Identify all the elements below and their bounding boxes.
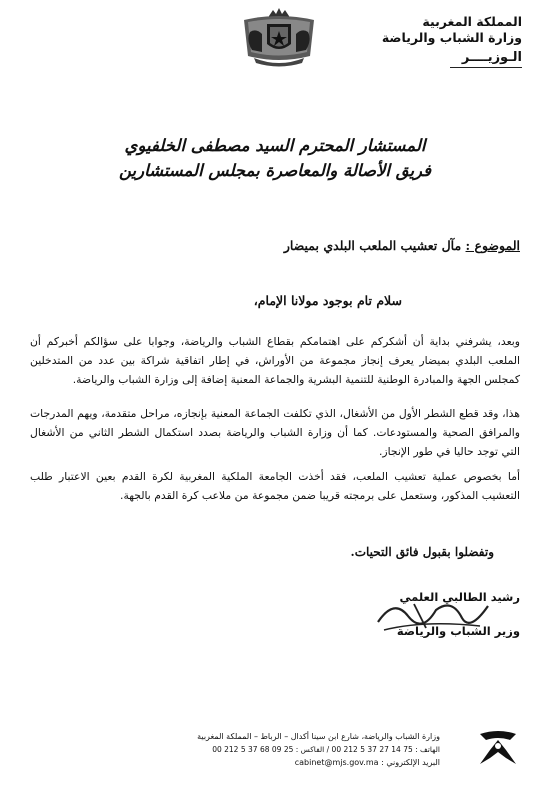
signature-block <box>340 590 520 645</box>
footer-address: وزارة الشباب والرياضة، شارع ابن سينا أكدال – الرباط – المملكة المغربية <box>197 732 440 741</box>
handwritten-signature <box>374 592 494 636</box>
closing-line: وتفضلوا بقبول فائق التحيات. <box>350 545 494 559</box>
ministry-logo-icon <box>476 728 520 768</box>
ministry-name: وزارة الشباب والرياضة <box>381 30 522 45</box>
ministry-header <box>382 14 522 68</box>
paragraph-3: أما بخصوص عملية تعشيب الملعب، فقد أخذت الجامعة الملكية المغربية لكرة القدم بعين الاعتبار طلب التعشيب المذكور، وستعمل على برمجته قريبا ضمن مجموعة من ملاعب كرة القدم بالجهة. <box>30 470 520 502</box>
signatory-title: وزير الشباب والرياضة <box>396 624 520 638</box>
signatory-name: رشيد الطالبي العلمي <box>399 590 520 604</box>
minister-title: الـوزيــــر <box>461 50 522 65</box>
footer-email-line <box>295 758 440 767</box>
addressee-group: فريق الأصالة والمعاصرة بمجلس المستشارين <box>118 161 432 180</box>
greeting: سلام تام بوجود مولانا الإمام، <box>253 293 402 308</box>
kingdom-name: المملكة المغربية <box>422 14 522 29</box>
paragraph-1: وبعد، يشرفني بداية أن أشكركم على اهتمامكم بقطاع الشباب والرياضة، وجوابا على سؤالكم أخبركم أن الملعب البلدي بميضار يعرف إنجاز مجموعة من الأوراش، في إطار اتفاقية شراكة بين عدد من المتدخلين كمجلس الجهة والمبادرة الوطنية للتنمية البشرية والجماعة المعنية إضافة إلى وزارة الشباب والرياضة. <box>30 335 520 386</box>
paragraph-2: هذا، وقد قطع الشطر الأول من الأشغال، الذي تكلفت الجماعة المعنية بإنجازه، مراحل متقدمة، ويهم المدرجات والمرافق الصحية والمستودعات. كما أن وزارة الشباب والرياضة بصدد استكمال الشطر الثاني من الأشغال التي توجد حاليا في طور الإنجاز. <box>30 407 520 458</box>
subject-text: مآل تعشيب الملعب البلدي بميضار <box>283 238 462 253</box>
addressee-name: المستشار المحترم السيد مصطفى الخلفيوي <box>124 136 426 155</box>
subject-line <box>284 238 520 253</box>
addressee-block <box>0 133 550 183</box>
footer-email: cabinet@mjs.gov.ma <box>294 758 379 767</box>
footer-email-label: البريد الإلكتروني : <box>381 758 440 767</box>
footer-phone-fax: الهاتف : 75 14 27 37 5 212 00 / الفاكس : 25 09 68 37 5 212 00 <box>212 745 440 754</box>
coat-of-arms-emblem <box>236 6 322 70</box>
header-underline <box>450 67 522 68</box>
subject-label: الموضوع : <box>465 238 520 253</box>
